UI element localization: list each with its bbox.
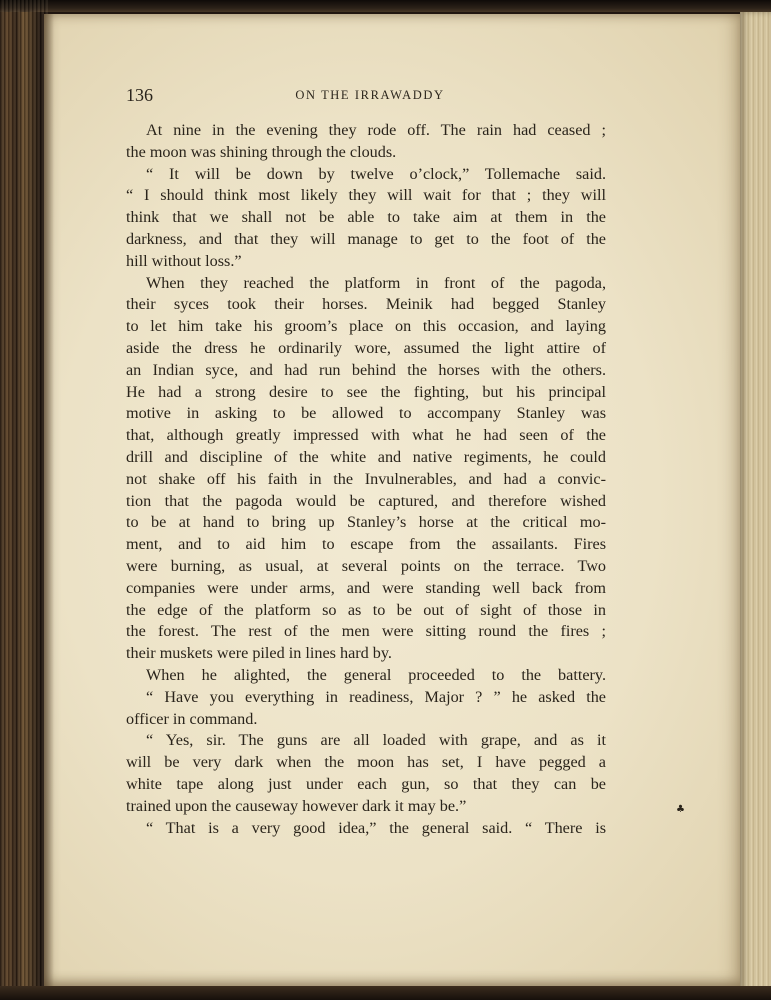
top-edge	[0, 0, 771, 12]
text-line: darkness, and that they will manage to get to the foot of the	[126, 229, 606, 248]
text-line: drill and discipline of the white and native regiments, he could	[126, 447, 606, 466]
text-line: to let him take his groom’s place on this occasion, and laying	[126, 317, 606, 336]
text-line: “ Yes, sir. The guns are all loaded with grape, and as it	[146, 731, 606, 750]
text-line: hill without loss.”	[126, 251, 242, 270]
text-line: officer in command.	[126, 709, 258, 728]
text-line: were burning, as usual, at several points on the terrace. Two	[126, 556, 606, 575]
text-line: that, although greatly impressed with what he had seen of the	[126, 426, 606, 445]
text-line: the moon was shining through the clouds.	[126, 142, 397, 161]
text-line: “ That is a very good idea,” the general said. “ There is	[146, 818, 606, 837]
text-line: their syces took their horses. Meinik had begged Stanley	[126, 295, 606, 314]
text-line: white tape along just under each gun, so that they can be	[126, 774, 606, 793]
text-line: not shake off his faith in the Invulnerables, and had a convic-	[126, 469, 606, 488]
gutter-shadow	[44, 14, 54, 986]
text-line: an Indian syce, and had run behind the horses with the others.	[126, 360, 606, 379]
text-line: to be at hand to bring up Stanley’s horse at the critical mo-	[126, 513, 606, 532]
text-line: think that we shall not be able to take aim at them in the	[126, 208, 606, 227]
text-line: trained upon the causeway however dark it may be.”	[126, 796, 467, 815]
text-line: He had a strong desire to see the fighting, but his principal	[126, 382, 606, 401]
text-line: motive in asking to be allowed to accompany Stanley was	[126, 404, 606, 423]
body-text	[126, 120, 606, 839]
text-line: their muskets were piled in lines hard by.	[126, 644, 392, 663]
page-number: 136	[126, 85, 153, 105]
text-line: When they reached the platform in front of the pagoda,	[146, 273, 606, 292]
page-fore-edge	[740, 12, 771, 1000]
text-line: tion that the pagoda would be captured, and therefore wished	[126, 491, 606, 510]
text-line: “ I should think most likely they will wait for that ; they will	[126, 186, 606, 205]
margin-mark-icon: ♣	[676, 804, 685, 815]
text-line: When he alighted, the general proceeded to the battery.	[146, 665, 606, 684]
text-line: companies were under arms, and were standing well back from	[126, 578, 606, 597]
text-line: aside the dress he ordinarily wore, assumed the light attire of	[126, 338, 606, 357]
text-line: will be very dark when the moon has set, I have pegged a	[126, 753, 606, 772]
text-line: “ It will be down by twelve o’clock,” Tollemache said.	[146, 164, 606, 183]
text-line: ment, and to aid him to escape from the assailants. Fires	[126, 535, 606, 554]
bottom-edge	[0, 986, 771, 1000]
text-line: the forest. The rest of the men were sitting round the fires ;	[126, 622, 606, 641]
running-head: ON THE IRRAWADDY	[295, 88, 445, 102]
text-line: At nine in the evening they rode off. The rain had ceased ;	[146, 121, 606, 139]
binding-spine	[0, 0, 48, 1000]
text-line: “ Have you everything in readiness, Major ? ” he asked the	[146, 687, 606, 706]
text-line: the edge of the platform so as to be out of sight of those in	[126, 600, 606, 619]
